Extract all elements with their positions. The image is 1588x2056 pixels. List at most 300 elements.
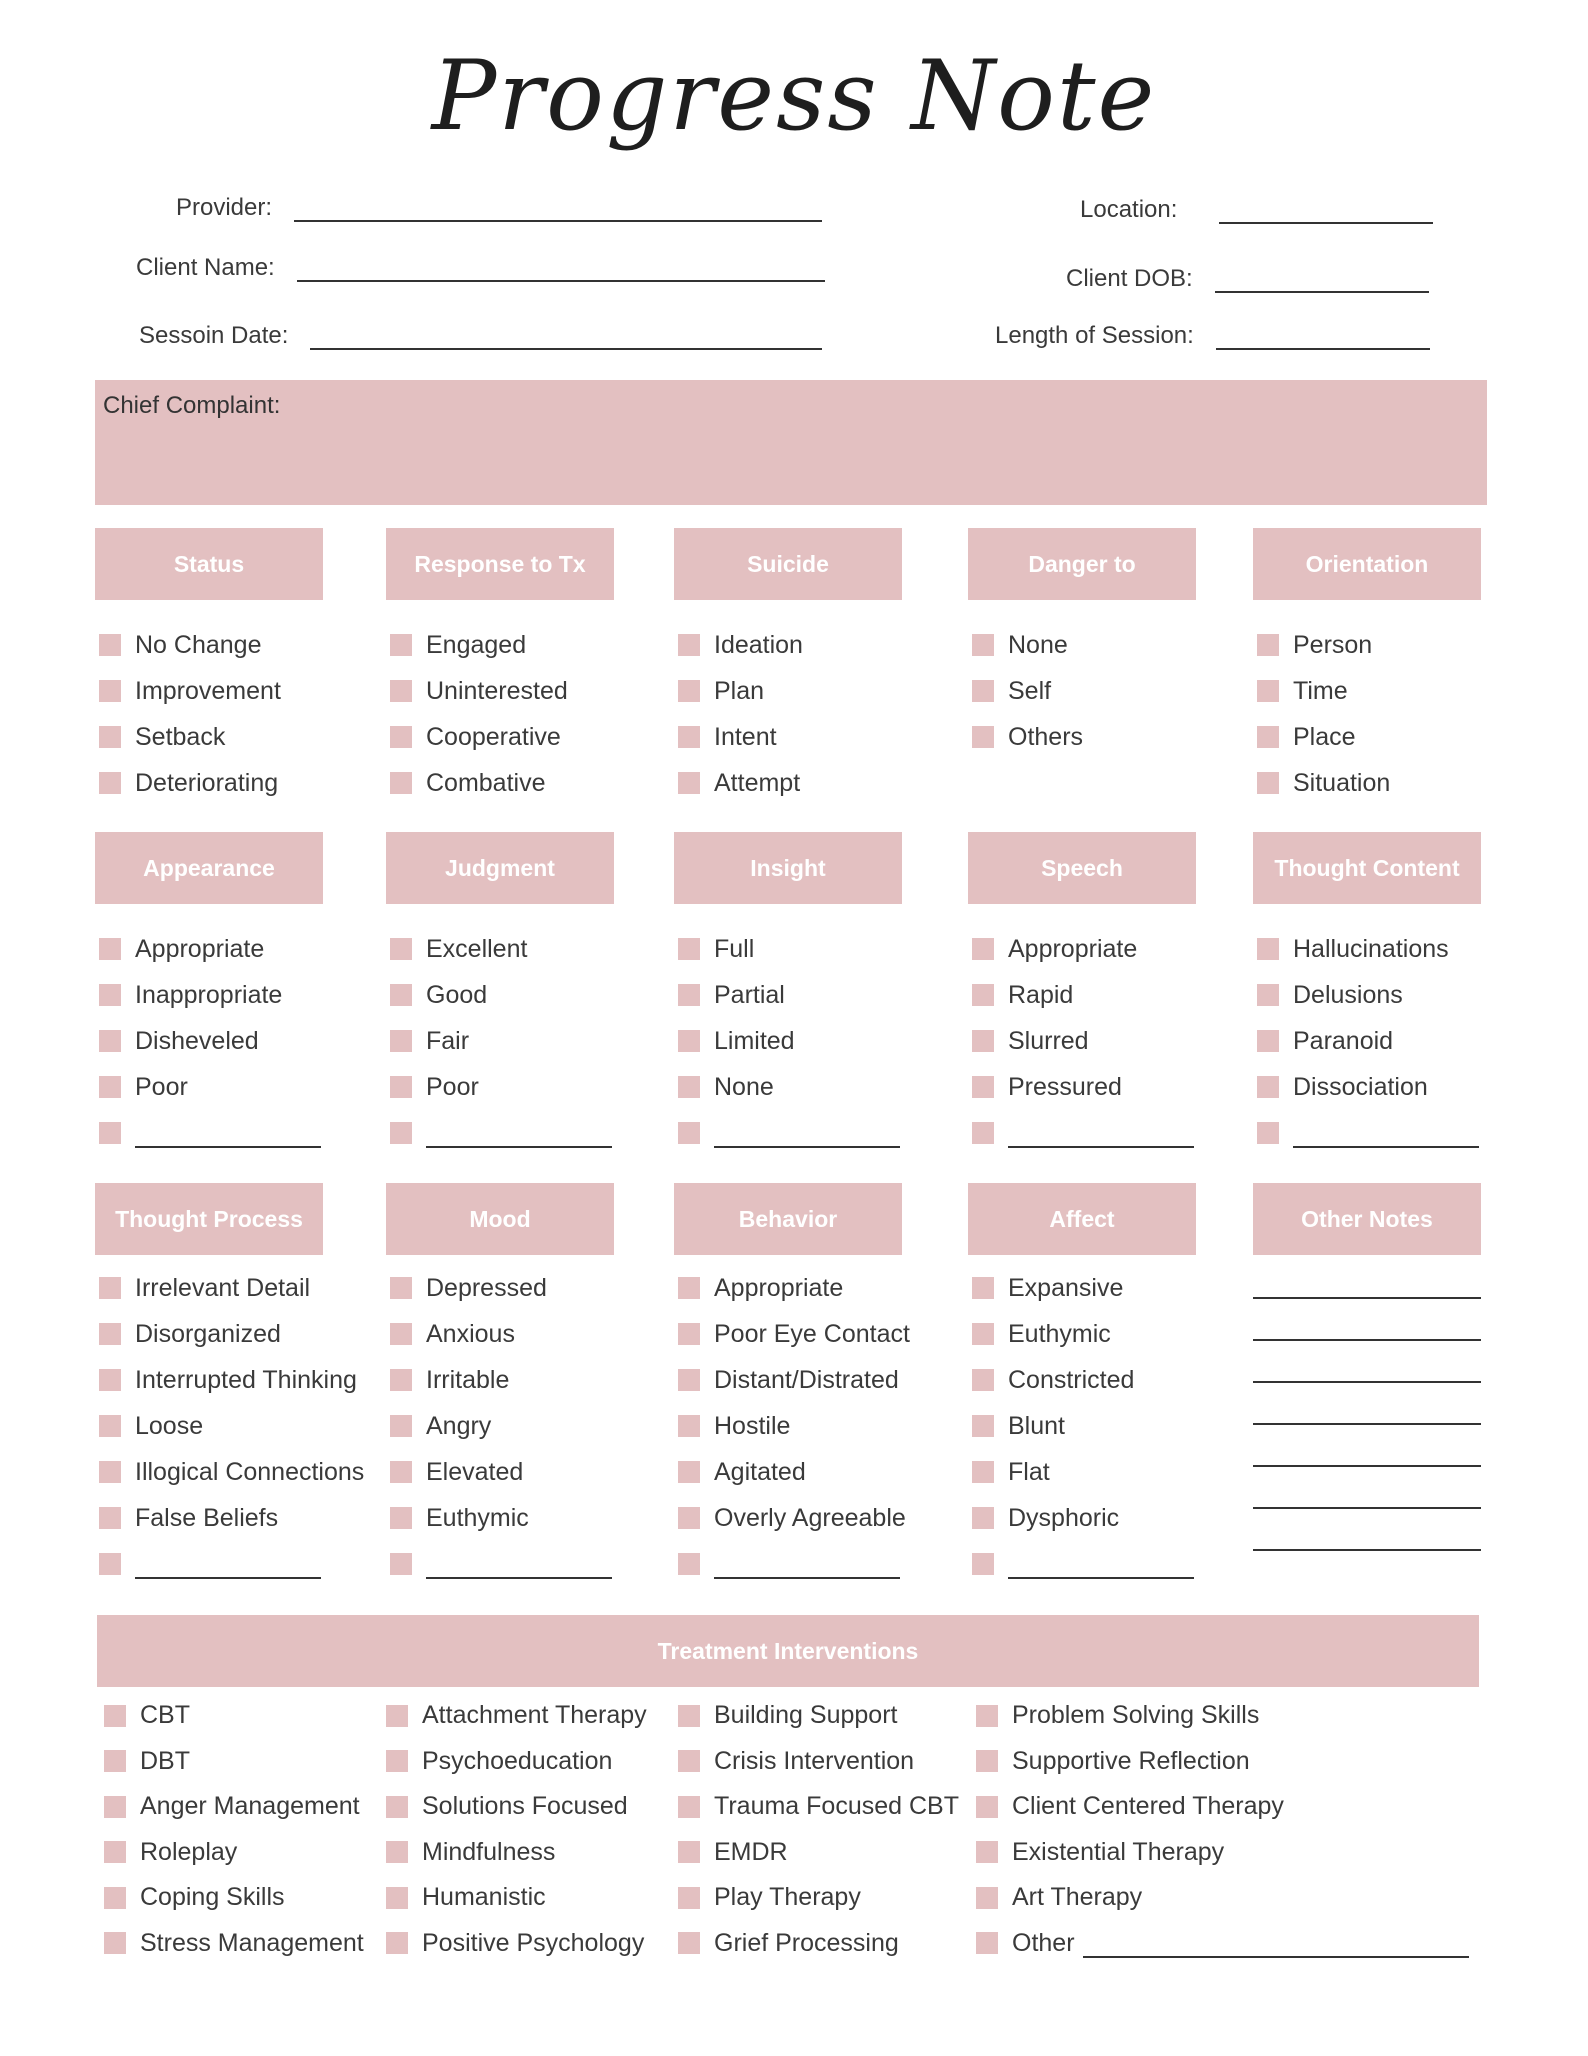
item-label: Loose — [135, 1411, 204, 1440]
checkbox-item[interactable] — [386, 1693, 647, 1739]
section-suicide — [674, 528, 902, 806]
checkbox[interactable] — [678, 1553, 700, 1575]
checkbox-item-blank[interactable] — [1257, 1110, 1481, 1156]
checkbox[interactable] — [678, 1705, 700, 1727]
checkbox[interactable] — [976, 1841, 998, 1863]
section-mood — [386, 1183, 614, 1587]
checkbox[interactable] — [390, 680, 412, 702]
item-label: Irrelevant Detail — [135, 1273, 311, 1302]
blank-line[interactable] — [1293, 1124, 1479, 1148]
checkbox[interactable] — [390, 1461, 412, 1483]
checkbox-item[interactable] — [972, 1449, 1196, 1495]
checkbox-item[interactable] — [678, 622, 902, 668]
session-date-line[interactable] — [310, 346, 822, 350]
checkbox-item[interactable] — [99, 1495, 323, 1541]
checkbox-item[interactable] — [1257, 622, 1481, 668]
checkbox[interactable] — [99, 726, 121, 748]
checkbox[interactable] — [390, 1507, 412, 1529]
chief-complaint-box[interactable] — [95, 380, 1487, 505]
checkbox-item[interactable] — [972, 1064, 1196, 1110]
checkbox-item[interactable] — [972, 1357, 1196, 1403]
checkbox[interactable] — [1257, 938, 1279, 960]
checkbox[interactable] — [390, 1122, 412, 1144]
checkbox-item-blank[interactable] — [99, 1110, 323, 1156]
section-affect — [968, 1183, 1196, 1587]
item-label: Inappropriate — [135, 980, 283, 1009]
checkbox[interactable] — [1257, 1030, 1279, 1052]
checkbox-item[interactable] — [99, 1018, 323, 1064]
checkbox[interactable] — [678, 772, 700, 794]
checkbox-item[interactable] — [1257, 972, 1481, 1018]
checkbox-item[interactable] — [678, 1921, 959, 1967]
checkbox-item[interactable] — [99, 1403, 323, 1449]
blank-line[interactable] — [135, 1124, 321, 1148]
checkbox[interactable] — [104, 1750, 126, 1772]
item-label: Combative — [426, 768, 546, 797]
checkbox-item[interactable] — [976, 1784, 1469, 1830]
location-line[interactable] — [1219, 220, 1433, 224]
blank-line[interactable] — [426, 1555, 612, 1579]
checkbox[interactable] — [104, 1841, 126, 1863]
checkbox[interactable] — [972, 1369, 994, 1391]
checkbox[interactable] — [390, 772, 412, 794]
section-header: Behavior — [674, 1183, 902, 1255]
checkbox[interactable] — [972, 1323, 994, 1345]
checkbox-item[interactable] — [390, 1357, 614, 1403]
item-label: Distant/Distrated — [714, 1365, 899, 1394]
section-thought-process — [95, 1183, 365, 1587]
item-label: Poor — [426, 1072, 479, 1101]
checkbox[interactable] — [678, 1461, 700, 1483]
checkbox-item[interactable] — [390, 714, 614, 760]
blank-line[interactable] — [426, 1124, 612, 1148]
item-label: Existential Therapy — [1012, 1837, 1225, 1866]
checkbox[interactable] — [386, 1705, 408, 1727]
item-label: Others — [1008, 722, 1084, 751]
section-header: Orientation — [1253, 528, 1481, 600]
section-danger-to — [968, 528, 1196, 760]
length-of-session-line[interactable] — [1216, 346, 1430, 350]
checkbox[interactable] — [678, 938, 700, 960]
checkbox[interactable] — [390, 1415, 412, 1437]
checkbox[interactable] — [976, 1887, 998, 1909]
length-of-session-field[interactable] — [995, 322, 1430, 350]
checkbox[interactable] — [678, 1323, 700, 1345]
checkbox-item[interactable] — [972, 1495, 1196, 1541]
checkbox-item[interactable] — [972, 972, 1196, 1018]
item-label: Place — [1293, 722, 1356, 751]
checkbox[interactable] — [390, 984, 412, 1006]
item-label: Fair — [426, 1026, 470, 1055]
section-judgment — [386, 832, 614, 1156]
checkbox[interactable] — [972, 984, 994, 1006]
section-header: Suicide — [674, 528, 902, 600]
section-header: Thought Process — [95, 1183, 323, 1255]
checkbox-item[interactable] — [678, 1018, 902, 1064]
checkbox-item[interactable] — [972, 926, 1196, 972]
checkbox-item[interactable] — [390, 1495, 614, 1541]
checkbox-item[interactable] — [678, 1064, 902, 1110]
checkbox-item[interactable] — [99, 972, 323, 1018]
notes-line[interactable] — [1253, 1425, 1481, 1467]
item-label: Disheveled — [135, 1026, 259, 1055]
checkbox[interactable] — [678, 1887, 700, 1909]
item-label: Intent — [714, 722, 777, 751]
checkbox[interactable] — [972, 680, 994, 702]
checkbox[interactable] — [104, 1932, 126, 1954]
checkbox-item-blank[interactable] — [99, 1541, 323, 1587]
checkbox-item[interactable] — [678, 1875, 959, 1921]
checkbox-item[interactable] — [678, 760, 902, 806]
checkbox-item[interactable] — [390, 1265, 614, 1311]
checkbox-item[interactable] — [678, 668, 902, 714]
checkbox-item-blank[interactable] — [390, 1541, 614, 1587]
checkbox-item[interactable] — [104, 1921, 364, 1967]
item-label: Solutions Focused — [422, 1792, 628, 1821]
checkbox[interactable] — [99, 1369, 121, 1391]
checkbox[interactable] — [386, 1932, 408, 1954]
checkbox[interactable] — [99, 1415, 121, 1437]
notes-line[interactable] — [1253, 1509, 1481, 1551]
checkbox[interactable] — [390, 1553, 412, 1575]
checkbox-item[interactable] — [678, 1403, 902, 1449]
checkbox-item[interactable] — [976, 1830, 1469, 1876]
checkbox-item[interactable] — [678, 1357, 902, 1403]
length-of-session-label: Length of Session: — [995, 322, 1194, 349]
checkbox[interactable] — [104, 1887, 126, 1909]
item-label: Plan — [714, 676, 765, 705]
item-label: Anger Management — [140, 1792, 360, 1821]
checkbox[interactable] — [972, 634, 994, 656]
checkbox[interactable] — [678, 680, 700, 702]
section-header: Mood — [386, 1183, 614, 1255]
section-other-notes — [1253, 1183, 1481, 1551]
checkbox[interactable] — [972, 1415, 994, 1437]
checkbox[interactable] — [390, 1277, 412, 1299]
checkbox[interactable] — [390, 1323, 412, 1345]
checkbox[interactable] — [678, 1932, 700, 1954]
checkbox[interactable] — [972, 1122, 994, 1144]
checkbox-item[interactable] — [678, 1495, 906, 1541]
checkbox[interactable] — [386, 1887, 408, 1909]
checkbox-item[interactable] — [390, 668, 614, 714]
checkbox[interactable] — [390, 1369, 412, 1391]
treatment-column-3 — [678, 1693, 959, 1966]
item-label: Partial — [714, 980, 785, 1009]
checkbox-item[interactable] — [972, 1265, 1196, 1311]
checkbox-item[interactable] — [972, 1311, 1196, 1357]
checkbox[interactable] — [1257, 726, 1279, 748]
checkbox-item[interactable] — [972, 668, 1196, 714]
checkbox-item[interactable] — [678, 1693, 959, 1739]
checkbox[interactable] — [972, 1277, 994, 1299]
checkbox-item[interactable] — [386, 1830, 647, 1876]
item-label: None — [1008, 630, 1068, 659]
location-field[interactable] — [1080, 196, 1433, 224]
section-insight — [674, 832, 902, 1156]
checkbox-item[interactable] — [678, 1449, 902, 1495]
checkbox-item[interactable] — [104, 1784, 364, 1830]
item-label: Supportive Reflection — [1012, 1746, 1250, 1775]
item-label: Ideation — [714, 630, 803, 659]
checkbox-item[interactable] — [390, 926, 614, 972]
checkbox[interactable] — [972, 1461, 994, 1483]
checkbox-item[interactable] — [99, 622, 323, 668]
checkbox[interactable] — [99, 1122, 121, 1144]
checkbox[interactable] — [678, 1841, 700, 1863]
checkbox[interactable] — [678, 1507, 700, 1529]
item-label: Full — [714, 934, 755, 963]
checkbox-item[interactable] — [104, 1830, 364, 1876]
checkbox[interactable] — [390, 1076, 412, 1098]
checkbox-item[interactable] — [678, 1311, 910, 1357]
checkbox[interactable] — [976, 1705, 998, 1727]
checkbox-item[interactable] — [1257, 760, 1481, 806]
other-line[interactable] — [1083, 1934, 1469, 1958]
checkbox-item[interactable] — [390, 1311, 614, 1357]
checkbox[interactable] — [678, 1030, 700, 1052]
checkbox[interactable] — [386, 1750, 408, 1772]
provider-line[interactable] — [294, 218, 822, 222]
item-label: Dissociation — [1293, 1072, 1428, 1101]
checkbox[interactable] — [99, 1323, 121, 1345]
provider-field[interactable] — [176, 194, 822, 222]
checkbox-item[interactable] — [678, 1784, 959, 1830]
item-label: Uninterested — [426, 676, 568, 705]
checkbox[interactable] — [99, 1507, 121, 1529]
item-label: Constricted — [1008, 1365, 1135, 1394]
item-label: Elevated — [426, 1457, 524, 1486]
checkbox[interactable] — [678, 1796, 700, 1818]
notes-line[interactable] — [1253, 1467, 1481, 1509]
item-label: Rapid — [1008, 980, 1074, 1009]
checkbox-item[interactable] — [390, 1449, 614, 1495]
client-name-field[interactable] — [136, 254, 825, 282]
item-label: Other — [1012, 1928, 1075, 1957]
checkbox-item[interactable] — [972, 622, 1196, 668]
section-behavior — [674, 1183, 910, 1587]
checkbox-item[interactable] — [386, 1875, 647, 1921]
client-name-label: Client Name: — [136, 254, 275, 281]
notes-line[interactable] — [1253, 1383, 1481, 1425]
checkbox[interactable] — [1257, 1122, 1279, 1144]
blank-line[interactable] — [714, 1124, 900, 1148]
checkbox-item[interactable] — [104, 1875, 364, 1921]
blank-line[interactable] — [1008, 1555, 1194, 1579]
checkbox-item[interactable] — [99, 668, 323, 714]
checkbox-item[interactable] — [386, 1784, 647, 1830]
checkbox[interactable] — [1257, 772, 1279, 794]
checkbox-item[interactable] — [99, 1265, 323, 1311]
item-label: Irritable — [426, 1365, 510, 1394]
item-label: Poor — [135, 1072, 188, 1101]
item-label: Hallucinations — [1293, 934, 1449, 963]
checkbox-item[interactable] — [390, 1018, 614, 1064]
checkbox[interactable] — [390, 726, 412, 748]
checkbox-item[interactable] — [972, 1018, 1196, 1064]
checkbox-item[interactable] — [972, 1403, 1196, 1449]
checkbox[interactable] — [99, 634, 121, 656]
checkbox[interactable] — [678, 1076, 700, 1098]
item-label: Time — [1293, 676, 1348, 705]
checkbox-item[interactable] — [976, 1693, 1469, 1739]
checkbox-item[interactable] — [390, 1064, 614, 1110]
checkbox[interactable] — [678, 1122, 700, 1144]
item-label: Interrupted Thinking — [135, 1365, 357, 1394]
item-label: No Change — [135, 630, 262, 659]
checkbox[interactable] — [678, 1750, 700, 1772]
checkbox[interactable] — [972, 1076, 994, 1098]
checkbox-item[interactable] — [678, 1830, 959, 1876]
checkbox-item[interactable] — [1257, 714, 1481, 760]
checkbox[interactable] — [99, 1461, 121, 1483]
checkbox[interactable] — [1257, 634, 1279, 656]
checkbox-item[interactable] — [390, 760, 614, 806]
checkbox-item[interactable] — [99, 714, 323, 760]
section-header: Danger to — [968, 528, 1196, 600]
checkbox[interactable] — [99, 1277, 121, 1299]
checkbox-item[interactable] — [678, 972, 902, 1018]
session-date-field[interactable] — [139, 322, 822, 350]
checkbox-item[interactable] — [99, 1311, 323, 1357]
item-label: Client Centered Therapy — [1012, 1792, 1284, 1821]
checkbox-item[interactable] — [976, 1875, 1469, 1921]
item-label: Angry — [426, 1411, 492, 1440]
checkbox-item[interactable] — [972, 714, 1196, 760]
checkbox-item[interactable] — [386, 1921, 647, 1967]
checkbox-item-blank[interactable] — [678, 1110, 902, 1156]
checkbox-item-blank[interactable] — [678, 1541, 902, 1587]
checkbox-item[interactable] — [386, 1739, 647, 1785]
checkbox[interactable] — [104, 1796, 126, 1818]
section-header: Speech — [968, 832, 1196, 904]
checkbox-item[interactable] — [1257, 926, 1481, 972]
checkbox-item-other[interactable] — [976, 1921, 1469, 1967]
checkbox[interactable] — [99, 1030, 121, 1052]
checkbox-item[interactable] — [99, 1449, 365, 1495]
chief-complaint-label: Chief Complaint: — [103, 392, 281, 419]
checkbox[interactable] — [99, 680, 121, 702]
checkbox[interactable] — [678, 984, 700, 1006]
item-label: Blunt — [1008, 1411, 1065, 1440]
checkbox[interactable] — [1257, 1076, 1279, 1098]
checkbox[interactable] — [678, 1369, 700, 1391]
checkbox[interactable] — [104, 1705, 126, 1727]
checkbox-item[interactable] — [104, 1693, 364, 1739]
checkbox-item[interactable] — [976, 1739, 1469, 1785]
client-dob-line[interactable] — [1215, 289, 1429, 293]
checkbox[interactable] — [386, 1841, 408, 1863]
checkbox-item[interactable] — [1257, 1018, 1481, 1064]
checkbox[interactable] — [972, 1553, 994, 1575]
item-label: Self — [1008, 676, 1052, 705]
checkbox-item[interactable] — [678, 714, 902, 760]
page-title: Progress Note — [431, 40, 1157, 152]
checkbox[interactable] — [972, 938, 994, 960]
section-appearance — [95, 832, 323, 1156]
checkbox[interactable] — [99, 1553, 121, 1575]
checkbox-item[interactable] — [99, 1357, 357, 1403]
checkbox-item[interactable] — [99, 760, 323, 806]
checkbox[interactable] — [972, 1507, 994, 1529]
client-dob-field[interactable] — [1066, 265, 1429, 293]
checkbox-item[interactable] — [678, 926, 902, 972]
checkbox[interactable] — [390, 634, 412, 656]
notes-line[interactable] — [1253, 1257, 1481, 1299]
item-label: Person — [1293, 630, 1373, 659]
checkbox-item[interactable] — [99, 926, 323, 972]
item-label: Attempt — [714, 768, 801, 797]
blank-line[interactable] — [1008, 1124, 1194, 1148]
checkbox-item[interactable] — [1257, 1064, 1481, 1110]
checkbox[interactable] — [976, 1796, 998, 1818]
item-label: Engaged — [426, 630, 527, 659]
checkbox[interactable] — [976, 1750, 998, 1772]
checkbox[interactable] — [390, 1030, 412, 1052]
checkbox[interactable] — [99, 772, 121, 794]
item-label: Play Therapy — [714, 1883, 861, 1912]
checkbox[interactable] — [976, 1932, 998, 1954]
item-label: Mindfulness — [422, 1837, 556, 1866]
item-label: Attachment Therapy — [422, 1701, 647, 1730]
item-label: Flat — [1008, 1457, 1050, 1486]
blank-line[interactable] — [135, 1555, 321, 1579]
checkbox[interactable] — [678, 726, 700, 748]
checkbox-item-blank[interactable] — [390, 1110, 614, 1156]
client-name-line[interactable] — [297, 278, 825, 282]
section-speech — [968, 832, 1196, 1156]
section-thought-content — [1253, 832, 1481, 1156]
checkbox-item[interactable] — [390, 622, 614, 668]
treatment-column-4 — [976, 1693, 1469, 1966]
checkbox[interactable] — [678, 1277, 700, 1299]
checkbox[interactable] — [99, 984, 121, 1006]
checkbox-item-blank[interactable] — [972, 1110, 1196, 1156]
checkbox[interactable] — [1257, 680, 1279, 702]
checkbox-item[interactable] — [390, 1403, 614, 1449]
checkbox[interactable] — [678, 1415, 700, 1437]
checkbox[interactable] — [1257, 984, 1279, 1006]
item-label: Dysphoric — [1008, 1503, 1120, 1532]
checkbox-item[interactable] — [678, 1265, 902, 1311]
checkbox[interactable] — [390, 938, 412, 960]
section-header: Judgment — [386, 832, 614, 904]
item-label: Deteriorating — [135, 768, 279, 797]
checkbox[interactable] — [972, 726, 994, 748]
checkbox-item[interactable] — [99, 1064, 323, 1110]
checkbox[interactable] — [99, 938, 121, 960]
notes-line[interactable] — [1253, 1341, 1481, 1383]
section-header: Other Notes — [1253, 1183, 1481, 1255]
item-label: Grief Processing — [714, 1928, 899, 1957]
item-label: Illogical Connections — [135, 1457, 365, 1486]
checkbox-item-blank[interactable] — [972, 1541, 1196, 1587]
checkbox[interactable] — [678, 634, 700, 656]
blank-line[interactable] — [714, 1555, 900, 1579]
checkbox[interactable] — [972, 1030, 994, 1052]
checkbox-item[interactable] — [1257, 668, 1481, 714]
checkbox[interactable] — [386, 1796, 408, 1818]
checkbox[interactable] — [99, 1076, 121, 1098]
checkbox-item[interactable] — [104, 1739, 364, 1785]
section-header: Insight — [674, 832, 902, 904]
item-label: Excellent — [426, 934, 528, 963]
checkbox-item[interactable] — [678, 1739, 959, 1785]
checkbox-item[interactable] — [390, 972, 614, 1018]
notes-line[interactable] — [1253, 1299, 1481, 1341]
item-label: Hostile — [714, 1411, 791, 1440]
item-label: Trauma Focused CBT — [714, 1792, 959, 1821]
